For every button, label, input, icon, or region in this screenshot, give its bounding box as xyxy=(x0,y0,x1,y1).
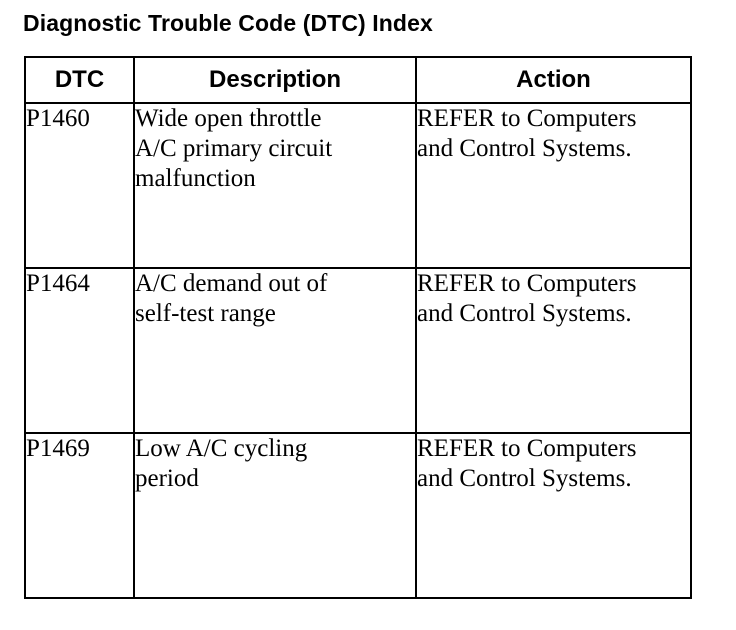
action-line: and Control Systems. xyxy=(417,465,632,492)
header-action: Action xyxy=(416,57,691,103)
description-cell xyxy=(134,268,416,433)
description-line: period xyxy=(135,465,199,492)
description-line: A/C demand out of xyxy=(135,270,328,297)
dtc-code-cell: P1469 xyxy=(25,433,134,598)
description-line: malfunction xyxy=(135,165,256,192)
table-header-row xyxy=(25,57,691,103)
dtc-code-cell: P1464 xyxy=(25,268,134,433)
description-line: Wide open throttle xyxy=(135,105,322,132)
action-line: and Control Systems. xyxy=(417,300,632,327)
description-line: Low A/C cycling xyxy=(135,435,308,462)
action-cell xyxy=(416,268,691,433)
description-line: A/C primary circuit xyxy=(135,135,333,162)
description-cell xyxy=(134,433,416,598)
dtc-code-cell: P1460 xyxy=(25,103,134,268)
header-description: Description xyxy=(134,57,416,103)
action-cell xyxy=(416,433,691,598)
action-line: REFER to Computers xyxy=(417,270,637,297)
action-line: and Control Systems. xyxy=(417,135,632,162)
description-cell xyxy=(134,103,416,268)
table-row xyxy=(25,268,691,433)
page-title: Diagnostic Trouble Code (DTC) Index xyxy=(23,10,433,36)
action-cell xyxy=(416,103,691,268)
description-line: self-test range xyxy=(135,300,276,327)
action-line: REFER to Computers xyxy=(417,435,637,462)
action-line: REFER to Computers xyxy=(417,105,637,132)
table-row xyxy=(25,103,691,268)
header-dtc: DTC xyxy=(25,57,134,103)
table-row xyxy=(25,433,691,598)
dtc-index-table xyxy=(24,56,692,599)
